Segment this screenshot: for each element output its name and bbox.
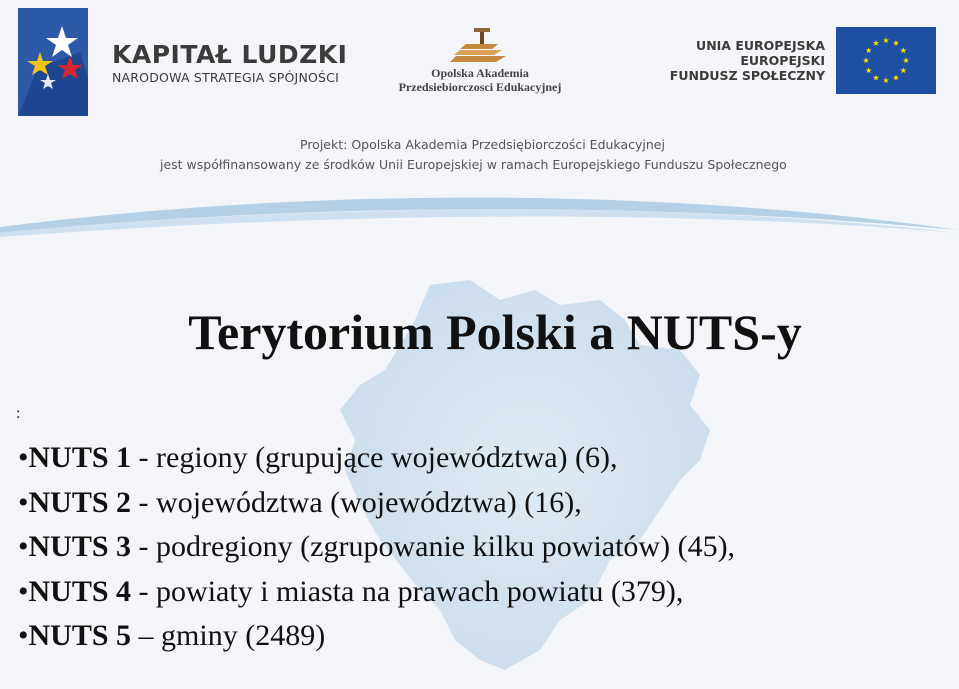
- bullet: •: [18, 485, 29, 519]
- opolska-akademia-wordmark: [385, 66, 575, 94]
- list-item: [18, 570, 735, 615]
- project-line1: Projekt: Opolska Akademia Przedsiębiorczości Edukacyjnej: [300, 137, 665, 152]
- kapital-ludzki-logo-icon: [18, 8, 88, 116]
- header-swoosh-divider: [0, 185, 959, 245]
- bullet: •: [18, 441, 29, 474]
- kapital-ludzki-wordmark: [112, 42, 347, 85]
- nuts-level-description: - regiony (grupujące województwa) (6),: [131, 441, 618, 474]
- nuts-level-description: - podregiony (zgrupowanie kilku powiatów) (45),: [131, 530, 736, 563]
- eu-line3: FUNDUSZ SPOŁECZNY: [669, 68, 825, 83]
- bullet: •: [18, 574, 29, 608]
- kapital-ludzki-subtitle: NARODOWA STRATEGIA SPÓJNOŚCI: [112, 70, 339, 85]
- list-item: [18, 481, 735, 526]
- nuts-level-description: - województwa (województwa) (16),: [131, 485, 582, 519]
- project-info: [160, 135, 800, 175]
- opolska-akademia-logo-icon: [450, 26, 512, 66]
- eu-line1: UNIA EUROPEJSKA: [696, 38, 825, 53]
- academy-line2: Przedsiebiorczosci Edukacyjnej: [398, 80, 562, 94]
- nuts-level-name: NUTS 4: [28, 574, 132, 608]
- project-line2: jest współfinansowany ze środków Unii Europejskiej w ramach Europejskiego Funduszu Społecznego: [160, 157, 787, 172]
- academy-line1: Opolska Akademia: [431, 66, 529, 80]
- list-item: [18, 436, 735, 481]
- slide-title: Terytorium Polski a NUTS-y: [188, 304, 802, 360]
- stray-colon: :: [16, 405, 21, 422]
- bullet: •: [18, 619, 29, 652]
- kapital-ludzki-title: KAPITAŁ LUDZKI: [112, 40, 348, 69]
- eu-line2: EUROPEJSKI: [740, 53, 825, 68]
- nuts-level-name: NUTS 1: [28, 441, 132, 474]
- eu-flag-icon: [836, 27, 936, 94]
- nuts-level-name: NUTS 3: [28, 530, 132, 563]
- list-item: [18, 614, 735, 659]
- nuts-level-description: - powiaty i miasta na prawach powiatu (379),: [131, 574, 684, 608]
- nuts-level-description: – gminy (2489): [131, 619, 326, 652]
- eu-wordmark: [640, 38, 825, 83]
- bullet: •: [18, 530, 29, 563]
- nuts-level-name: NUTS 2: [28, 485, 132, 519]
- nuts-level-name: NUTS 5: [28, 619, 132, 652]
- list-item: [18, 525, 735, 570]
- nuts-levels-list: [18, 436, 735, 659]
